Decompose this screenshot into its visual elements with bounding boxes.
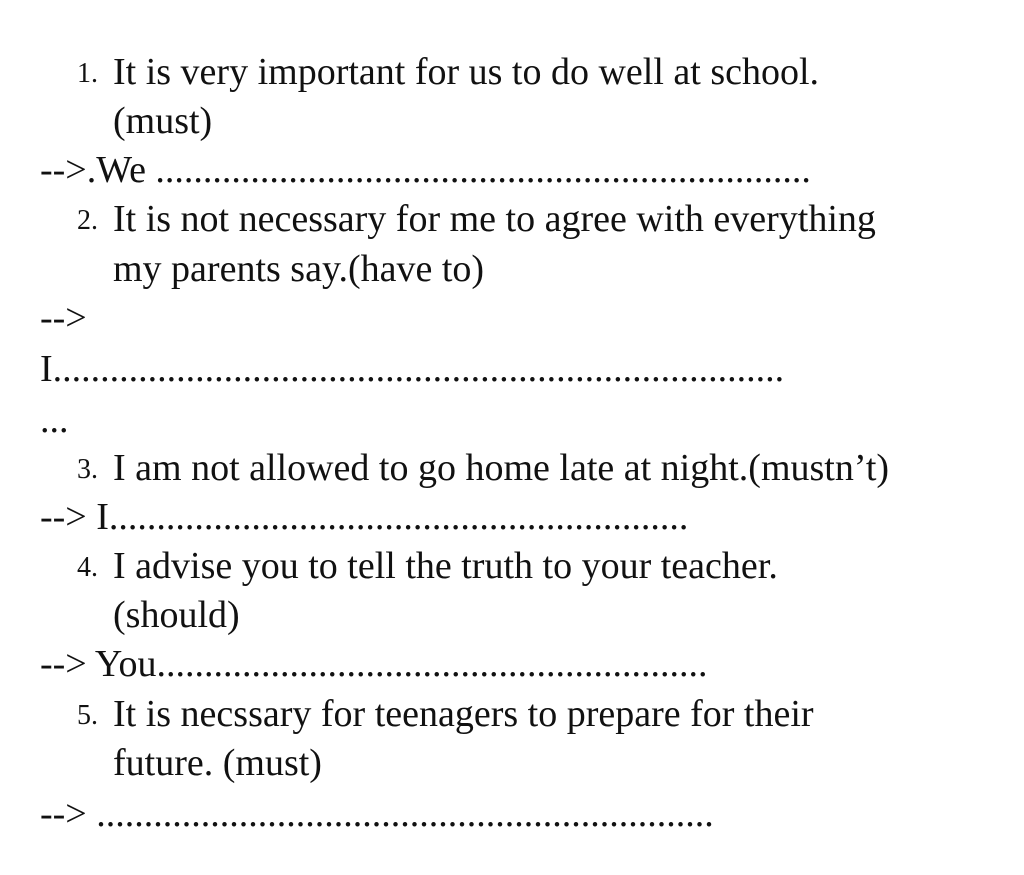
exercise-number: 5. — [77, 700, 98, 731]
exercise-prompt-line: I advise you to tell the truth to your teacher. — [113, 545, 778, 587]
exercise-prompt-line: future. (must) — [113, 742, 322, 784]
exercise-prompt-line: It is not necessary for me to agree with everything — [113, 198, 876, 240]
exercise-number: 4. — [77, 552, 98, 583]
answer-line: --> I............................................................. — [40, 496, 689, 538]
exercise-number: 3. — [77, 454, 98, 485]
exercise-prompt-line: (should) — [113, 594, 240, 636]
answer-line: --> ................................................................. — [40, 793, 714, 835]
exercise-prompt-line: (must) — [113, 100, 213, 142]
answer-line: -->.We ..................................................................... — [40, 149, 811, 191]
answer-line: I............................................................................. — [40, 348, 785, 390]
exercise-prompt-line: my parents say.(have to) — [113, 248, 485, 290]
exercise-number: 2. — [77, 205, 98, 236]
exercise-number: 1. — [77, 58, 98, 89]
exercise-prompt-line: It is very important for us to do well at school. — [113, 51, 820, 93]
exercise-prompt-line: It is necssary for teenagers to prepare for their — [113, 693, 814, 735]
exercise-prompt-line: I am not allowed to go home late at night.(mustn’t) — [113, 447, 890, 489]
answer-line: --> — [40, 297, 87, 339]
answer-line: --> You.......................................................... — [40, 643, 708, 685]
answer-line: ... — [40, 399, 69, 441]
